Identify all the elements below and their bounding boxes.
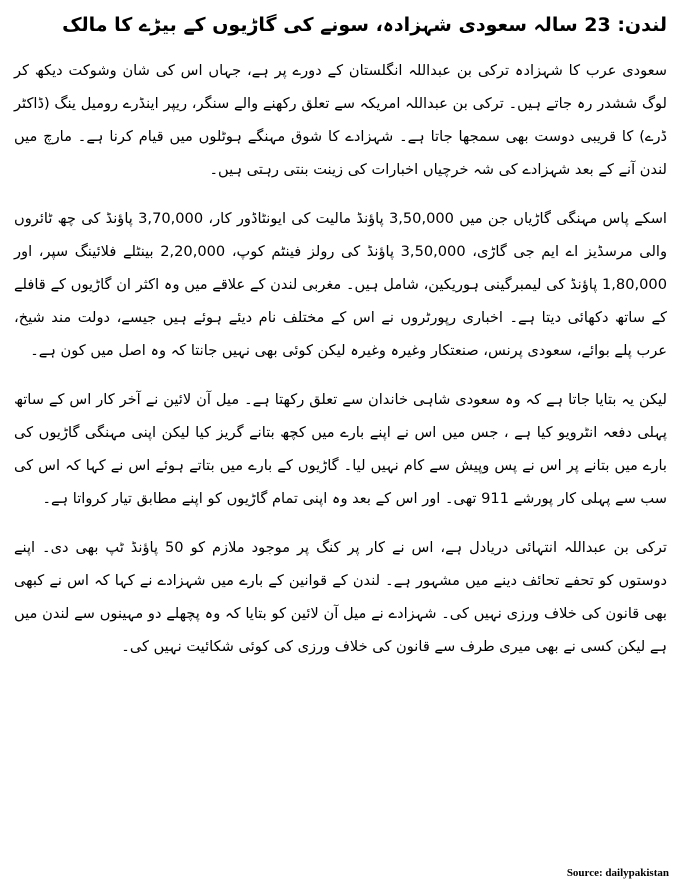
article-headline: لندن: 23 سالہ سعودی شہزادہ، سونے کی گاڑیوں کے بیڑے کا مالک bbox=[62, 14, 667, 36]
article-paragraph-4: ترکی بن عبداللہ انتہائی دریادل ہے، اس نے کار پر کنگ پر موجود ملازم کو 50 پاؤنڈ ٹپ بھی دی۔ اپنے دوستوں کو تحفے تحائف دینے میں مشہور ہے۔ لندن کے قوانین کے بارے میں شہزادے نے کہا کہ اس نے کبھی بھی قانون کی خلاف ورزی نہیں کی۔ شہزادے نے میل آن لائین کو بتایا کہ وہ پچھلے دو مہینوں سے لندن میں ہے لیکن کسی نے بھی میری طرف سے قانون کی خلاف ورزی کی کوئی شکائیت نہیں کی۔ bbox=[14, 539, 667, 655]
article-paragraph-2: اسکے پاس مہنگی گاڑیاں جن میں 3,50,000 پاؤنڈ مالیت کی ایونٹاڈور کار، 3,70,000 پاؤنڈ کی چھ ٹائروں والی مرسڈیز اے ایم جی گاڑی، 3,50,000 پاؤنڈ کی رولز فینٹم کوپ، 2,20,000 بینٹلے فلائینگ سپر، اور 1,80,000 پاؤنڈ کی لیمبرگینی ہوریکین، شامل ہیں۔ مغربی لندن کے علاقے میں وہ اکثر ان گاڑیوں کے قافلے کے ساتھ دکھائی دیتا ہے۔ اخباری رپورٹروں نے اس کے مختلف نام دیئے ہوئے ہیں جیسے، دولت مند شیخ، عرب پلے بوائے، سعودی پرنس، صنعتکار وغیرہ وغیرہ لیکن کوئی بھی نہیں جانتا کہ وہ اصل میں کون ہے۔ bbox=[14, 210, 668, 359]
source-credit: Source: dailypakistan bbox=[566, 867, 669, 879]
article-paragraph-3: لیکن یہ بتایا جاتا ہے کہ وہ سعودی شاہی خاندان سے تعلق رکھتا ہے۔ میل آن لائین نے آخر کار اس کے ساتھ پہلی دفعہ انٹرویو کیا ہے ، جس میں اس نے اپنے بارے میں کچھ بتانے گریز کیا لیکن اپنی مہنگی گاڑیوں کی بارے میں بتانے پر اس نے پس وپیش سے کام نہیں لیا۔ گاڑیوں کے بارے میں بتاتے ہوئے اس نے کہا کہ اس کی سب سے پہلی کار پورشے 911 تھی۔ اور اس کے بعد وہ اپنی تمام گاڑیوں کو اپنے مطابق تیار کرواتا ہے۔ bbox=[14, 391, 667, 507]
article-paragraph-1: سعودی عرب کا شہزادہ ترکی بن عبداللہ انگلستان کے دورے پر ہے، جہاں اس کی شان وشوکت دیکھ کر لوگ ششدر رہ جاتے ہیں۔ ترکی بن عبداللہ امریکہ سے تعلق رکھنے والے سنگر، ریپر اینڈرے رومیل ینگ (ڈاکٹر ڈرے) کا قریبی دوست بھی سمجھا جاتا ہے۔ شہزادے کا شوق مہنگے ہوٹلوں میں قیام کرنا ہے۔ مارچ میں لندن آنے کے بعد شہزادے کی شہ خرچیاں اخبارات کی زینت بنتی رہتی ہیں۔ bbox=[14, 62, 667, 178]
